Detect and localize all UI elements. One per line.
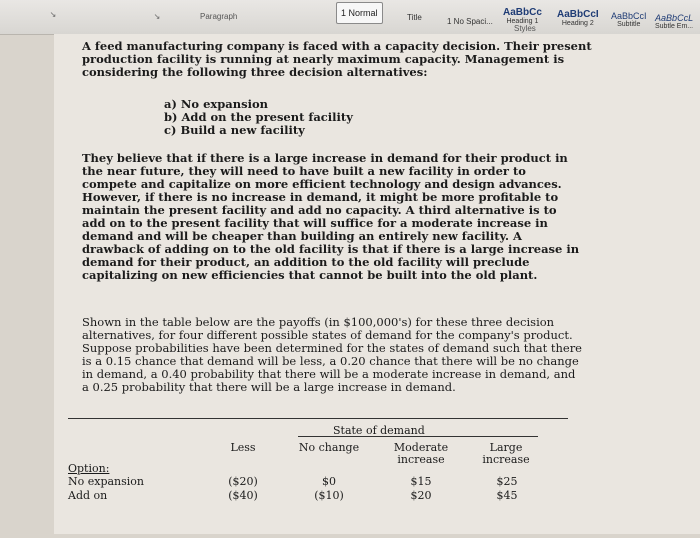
row-label: Add on bbox=[68, 489, 108, 502]
table-cell: $15 bbox=[410, 475, 432, 488]
option-header: Option: bbox=[68, 462, 110, 475]
table-cell: $45 bbox=[496, 489, 518, 502]
column-header-moderate-increase: Moderate increase bbox=[393, 441, 449, 466]
style-subtle-emphasis[interactable]: AaBbCcL Subtle Em... bbox=[655, 12, 694, 30]
style-no-spacing[interactable]: 1 No Spaci... bbox=[447, 16, 493, 26]
alternative-item: c) Build a new facility bbox=[164, 123, 305, 137]
column-header-no-change: No change bbox=[298, 441, 360, 454]
table-cell: ($10) bbox=[314, 489, 344, 502]
header-rule bbox=[298, 436, 538, 437]
payoff-paragraph: Shown in the table below are the payoffs (in $100,000's) for these three decision alternatives, for four different possible states of demand for the company's product. Suppose probabilities have been determined for the states of demand such that there is a 0.15 chance that demand will be less, a 0.20 chance that there will be no change in demand, a 0.40 probability that there will be a moderate increase in demand, and a 0.25 probability that there will be a large increase in demand. bbox=[82, 315, 582, 394]
dialog-launcher-icon[interactable]: ↘ bbox=[49, 10, 57, 19]
column-header-less: Less bbox=[230, 441, 256, 454]
style-subtitle[interactable]: AaBbCcI Subtitle bbox=[611, 10, 647, 28]
scenario-paragraph: They believe that if there is a large increase in demand for their product in the near future, they will need to have built a new facility in order to compete and capitalize on more efficient technology and design advances. However, if there is no increase in demand, it might be more profitable to maintain the present facility and add no capacity. A third alternative is to add on to the present facility that will suffice for a moderate increase in demand and will be cheaper than building an entirely new facility. A drawback of adding on to the old facility is that if there is a large increase in demand for their product, an addition to the old facility will preclude capitalizing on new efficiencies that cannot be built into the old plant. bbox=[82, 151, 580, 282]
style-heading-1[interactable]: AaBbCc Heading 1 bbox=[503, 7, 542, 25]
table-cell: $25 bbox=[496, 475, 518, 488]
state-of-demand-header: State of demand bbox=[333, 424, 425, 437]
row-label: No expansion bbox=[68, 475, 145, 488]
style-title[interactable]: Title bbox=[407, 12, 422, 22]
table-cell: ($40) bbox=[228, 489, 258, 502]
style-normal[interactable]: 1 Normal bbox=[336, 2, 383, 24]
payoff-table bbox=[68, 418, 588, 538]
table-cell: $20 bbox=[410, 489, 432, 502]
alternative-item: b) Add on the present facility bbox=[164, 110, 353, 124]
column-header-large-increase: Large increase bbox=[482, 441, 530, 466]
paragraph-group-label: Paragraph bbox=[200, 12, 238, 21]
table-cell: ($20) bbox=[228, 475, 258, 488]
styles-group-label: Styles bbox=[514, 24, 536, 33]
intro-paragraph: A feed manufacturing company is faced with a capacity decision. Their present production facility is running at nearly maximum capacity. Management is considering the following three decision alternatives: bbox=[82, 39, 592, 79]
style-heading-2[interactable]: AaBbCcI Heading 2 bbox=[557, 9, 599, 27]
dialog-launcher-icon[interactable]: ↘ bbox=[153, 12, 161, 21]
table-cell: $0 bbox=[322, 475, 336, 488]
alternatives-list bbox=[164, 98, 353, 137]
alternative-item: a) No expansion bbox=[164, 97, 268, 111]
document-page[interactable] bbox=[54, 34, 700, 534]
table-rule bbox=[68, 418, 568, 419]
ribbon bbox=[0, 0, 700, 35]
